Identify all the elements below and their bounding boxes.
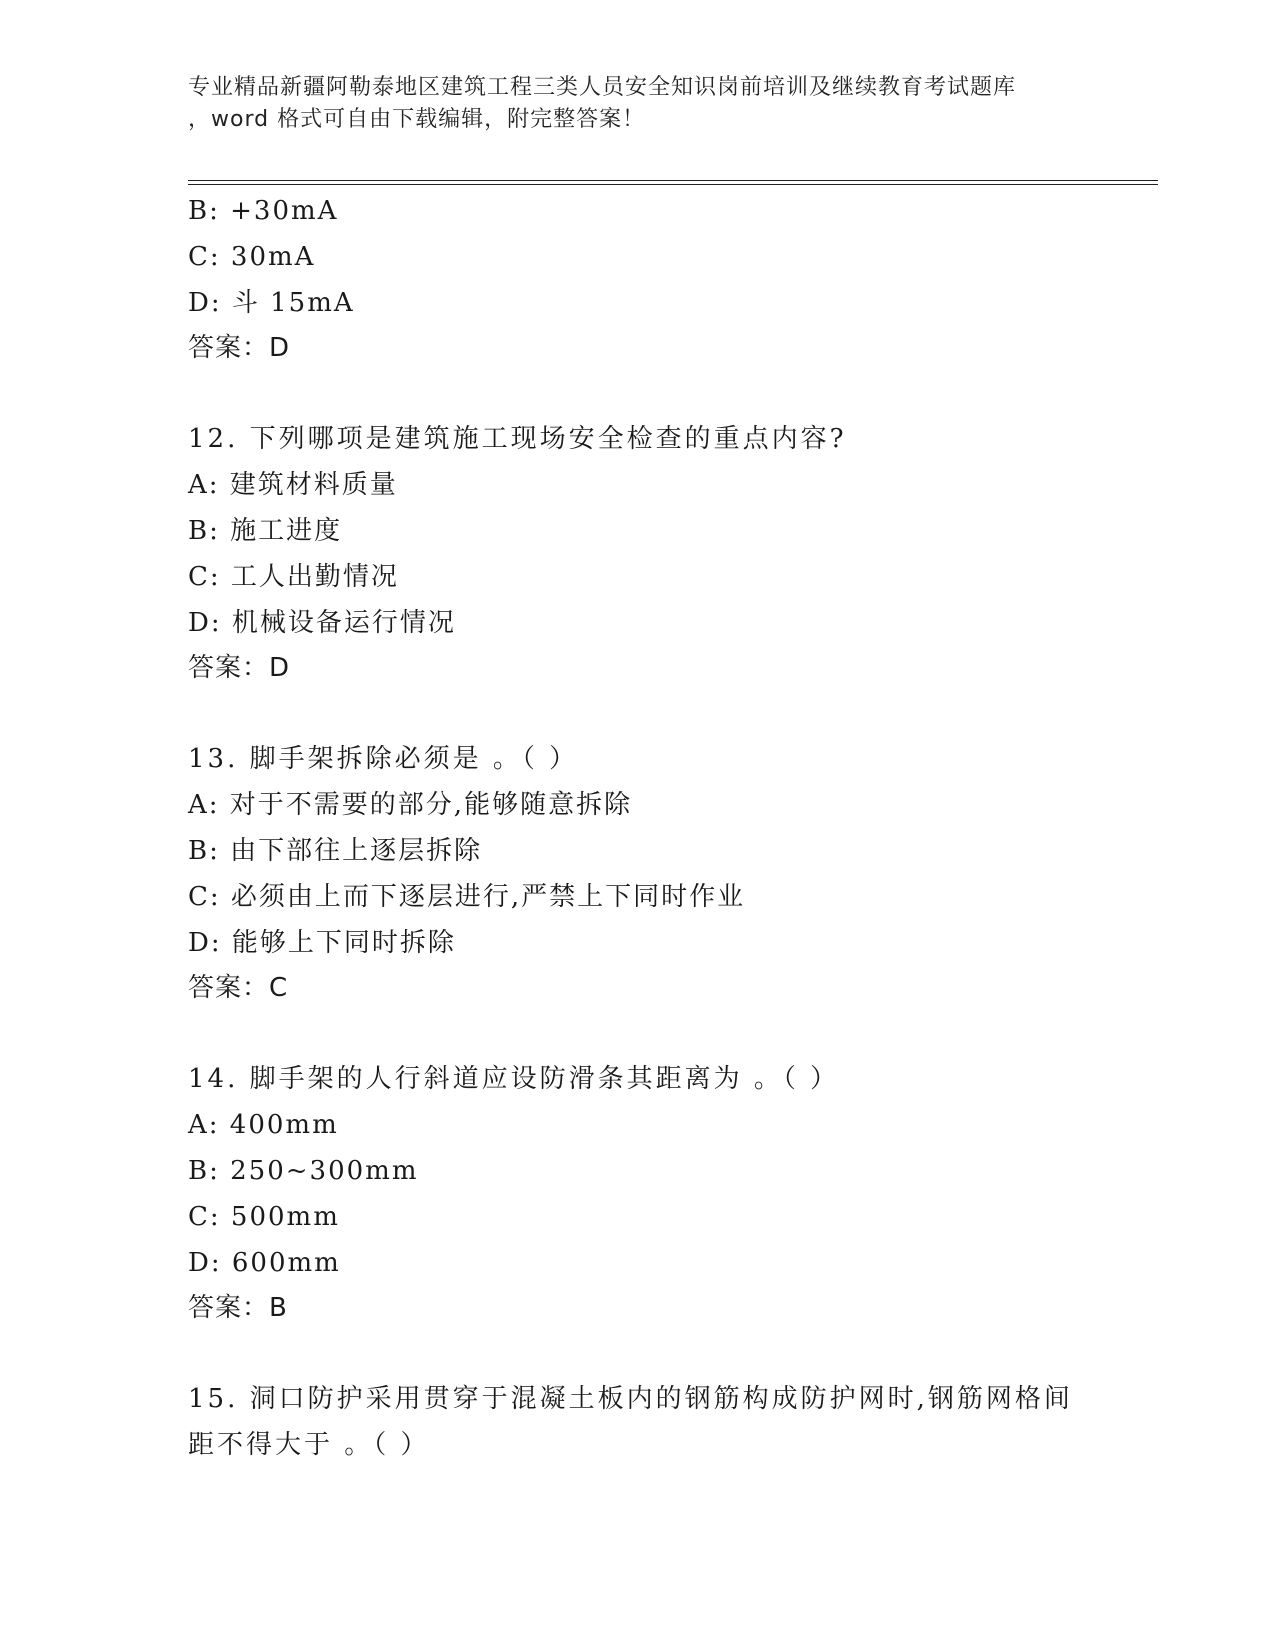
header-rule-bottom (188, 184, 1158, 185)
question-12 (188, 416, 1148, 690)
option-d: D: 能够上下同时拆除 (188, 928, 456, 958)
question-14 (188, 1056, 1148, 1330)
option-d: D: 机械设备运行情况 (188, 608, 456, 638)
header-rule-top (188, 180, 1158, 181)
answer-label: 答案：B (188, 1293, 288, 1323)
option-b: B: 由下部往上逐层拆除 (188, 836, 483, 866)
question-11-partial (188, 188, 1148, 370)
header-line-1: 专业精品新疆阿勒泰地区建筑工程三类人员安全知识岗前培训及继续教育考试题库 (188, 75, 1017, 100)
document-body (188, 188, 1148, 1468)
option-c: C: 500mm (188, 1202, 340, 1232)
question-13 (188, 736, 1148, 1010)
option-d: D: 600mm (188, 1248, 341, 1278)
document-header (188, 72, 1088, 136)
option-b: B: 250~300mm (188, 1156, 419, 1186)
question-stem-line: 14. 脚手架的人行斜道应设防滑条其距离为 。（ ） (188, 1064, 840, 1094)
question-stem-line: 距不得大于 。（ ） (188, 1430, 430, 1460)
option-b: B: +30mA (188, 196, 339, 226)
option-a: A: 建筑材料质量 (188, 470, 398, 500)
question-stem-line: 15. 洞口防护采用贯穿于混凝土板内的钢筋构成防护网时,钢筋网格间 (188, 1384, 1073, 1414)
option-c: C: 30mA (188, 242, 316, 272)
option-b: B: 施工进度 (188, 516, 343, 546)
question-stem (188, 1056, 1148, 1102)
option-c: C: 必须由上而下逐层进行,严禁上下同时作业 (188, 882, 746, 912)
question-stem (188, 736, 1148, 782)
answer-label: 答案：D (188, 653, 291, 683)
question-stem (188, 416, 1148, 462)
answer-label: 答案：C (188, 973, 289, 1003)
question-stem-line: 13. 脚手架拆除必须是 。（ ） (188, 744, 579, 774)
question-stem (188, 1376, 1148, 1468)
option-a: A: 400mm (188, 1110, 339, 1140)
question-15 (188, 1376, 1148, 1468)
question-stem-line: 12. 下列哪项是建筑施工现场安全检查的重点内容? (188, 424, 847, 454)
option-d: D: 斗 15mA (188, 288, 355, 318)
option-c: C: 工人出勤情况 (188, 562, 399, 592)
answer-label: 答案：D (188, 333, 291, 363)
option-a: A: 对于不需要的部分,能够随意拆除 (188, 790, 633, 820)
header-line-2: ，word 格式可自由下载编辑，附完整答案！ (188, 107, 646, 132)
